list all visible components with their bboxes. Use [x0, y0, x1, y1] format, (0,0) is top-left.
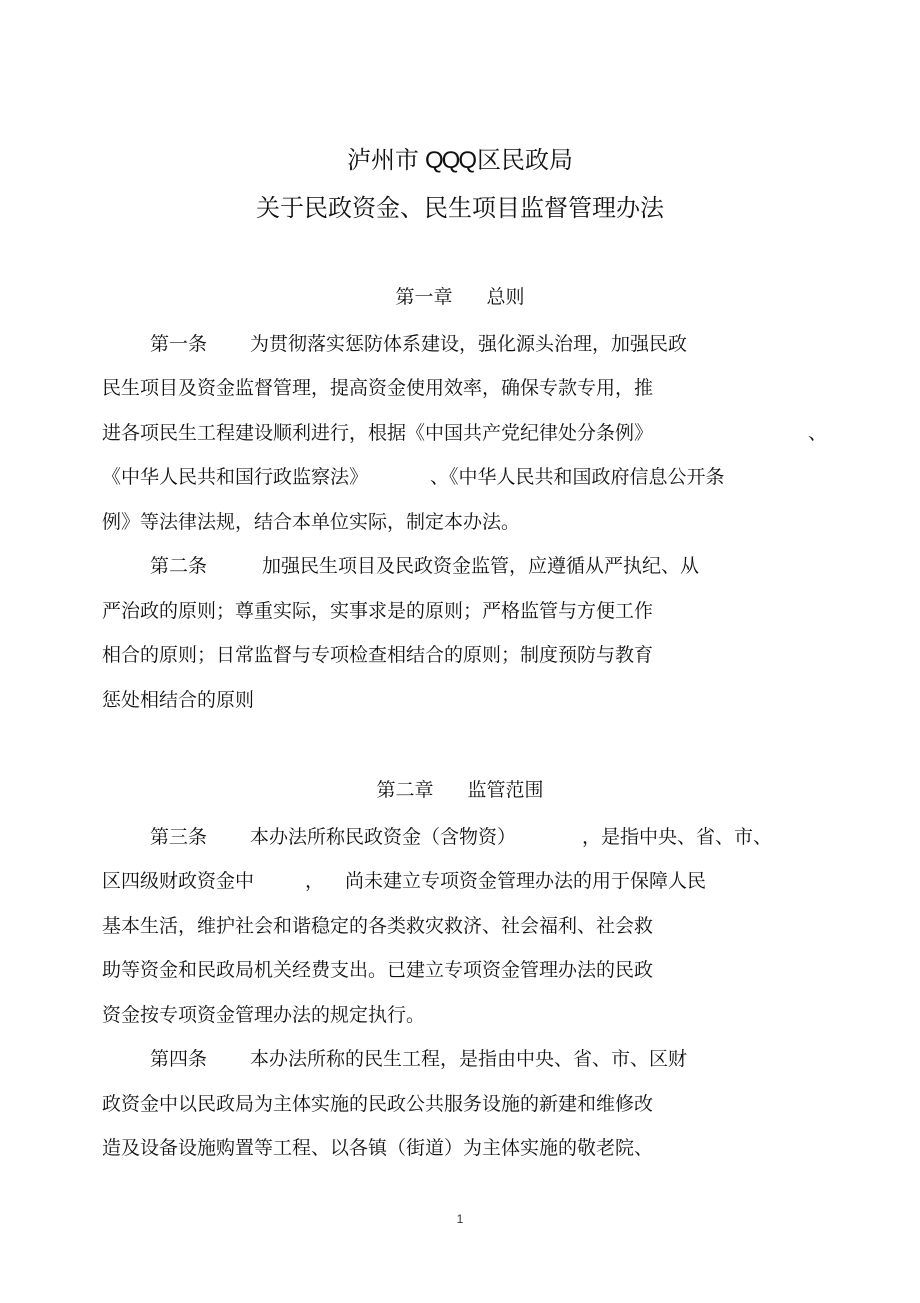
- article-3-line-4: 助等资金和民政局机关经费支出。已建立专项资金管理办法的民政: [102, 959, 654, 981]
- chapter-number: 第二章: [376, 779, 434, 801]
- title-district-code: QQQ: [424, 147, 475, 174]
- article-2-line-2: 严治政的原则；尊重实际，实事求是的原则；严格监管与方便工作: [102, 600, 654, 622]
- article-3-line-1a: 第三条 本办法所称民政资金（含物资）: [150, 826, 517, 848]
- article-3-line-2a: 区四级财政资金中: [102, 870, 255, 892]
- chapter-number: 第一章: [395, 286, 453, 308]
- article-1-line-2: 民生项目及资金监督管理，提高资金使用效率，确保专款专用，推: [102, 377, 654, 399]
- chapter-2-heading: [0, 778, 920, 802]
- article-3-line-3: 基本生活，维护社会和谐稳定的各类救灾救济、社会福利、社会救: [102, 915, 654, 937]
- article-1-line-3: 进各项民生工程建设顺利进行，根据《中国共产党纪律处分条例》: [102, 422, 654, 444]
- document-title-line-2: 关于民政资金、民生项目监督管理办法: [256, 194, 664, 222]
- article-4-line-2: 政资金中以民政局为主体实施的民政公共服务设施的新建和维修改: [102, 1093, 654, 1115]
- article-2-line-3: 相合的原则；日常监督与专项检查相结合的原则；制度预防与教育: [102, 644, 654, 666]
- article-label: 第二条: [150, 555, 208, 577]
- article-label: 第三条: [150, 826, 208, 848]
- article-3-line-1b: ，是指中央、省、市、: [582, 826, 773, 848]
- article-3-line-5: 资金按专项资金管理办法的规定执行。: [102, 1004, 426, 1026]
- page-number: 1: [456, 1212, 464, 1226]
- article-label: 第一条: [150, 333, 208, 355]
- article-1-line-1: 第一条 为贯彻落实惩防体系建设，强化源头治理，加强民政: [150, 333, 688, 355]
- article-3-line-2c: 尚未建立专项资金管理办法的用于保障人民: [345, 870, 707, 892]
- article-4-line-3: 造及设备设施购置等工程、以各镇（街道）为主体实施的敬老院、: [102, 1137, 654, 1159]
- article-1-line-3-punct: 、: [808, 422, 828, 444]
- title-bureau: 区民政局: [477, 146, 573, 174]
- article-1-line-5: 例》等法律法规，结合本单位实际，制定本办法。: [102, 511, 521, 533]
- article-1-line-4b: 、《中华人民共和国政府信息公开条: [430, 466, 725, 488]
- document-title-line-1: [0, 145, 920, 176]
- article-2-line-4: 惩处相结合的原则: [102, 689, 255, 711]
- chapter-1-heading: [0, 285, 920, 309]
- chapter-name: 监管范围: [467, 779, 544, 801]
- title-city: 泸州市: [346, 146, 419, 174]
- article-label: 第四条: [150, 1048, 208, 1070]
- chapter-name: 总则: [486, 286, 525, 308]
- article-3-line-2b: ，: [305, 870, 325, 892]
- article-1-line-4a: 《中华人民共和国行政监察法》: [102, 466, 369, 488]
- article-4-line-1: 第四条 本办法所称的民生工程，是指由中央、省、市、区财: [150, 1048, 688, 1070]
- article-2-line-1: 第二条 加强民生项目及民政资金监管，应遵循从严执纪、从: [150, 555, 700, 577]
